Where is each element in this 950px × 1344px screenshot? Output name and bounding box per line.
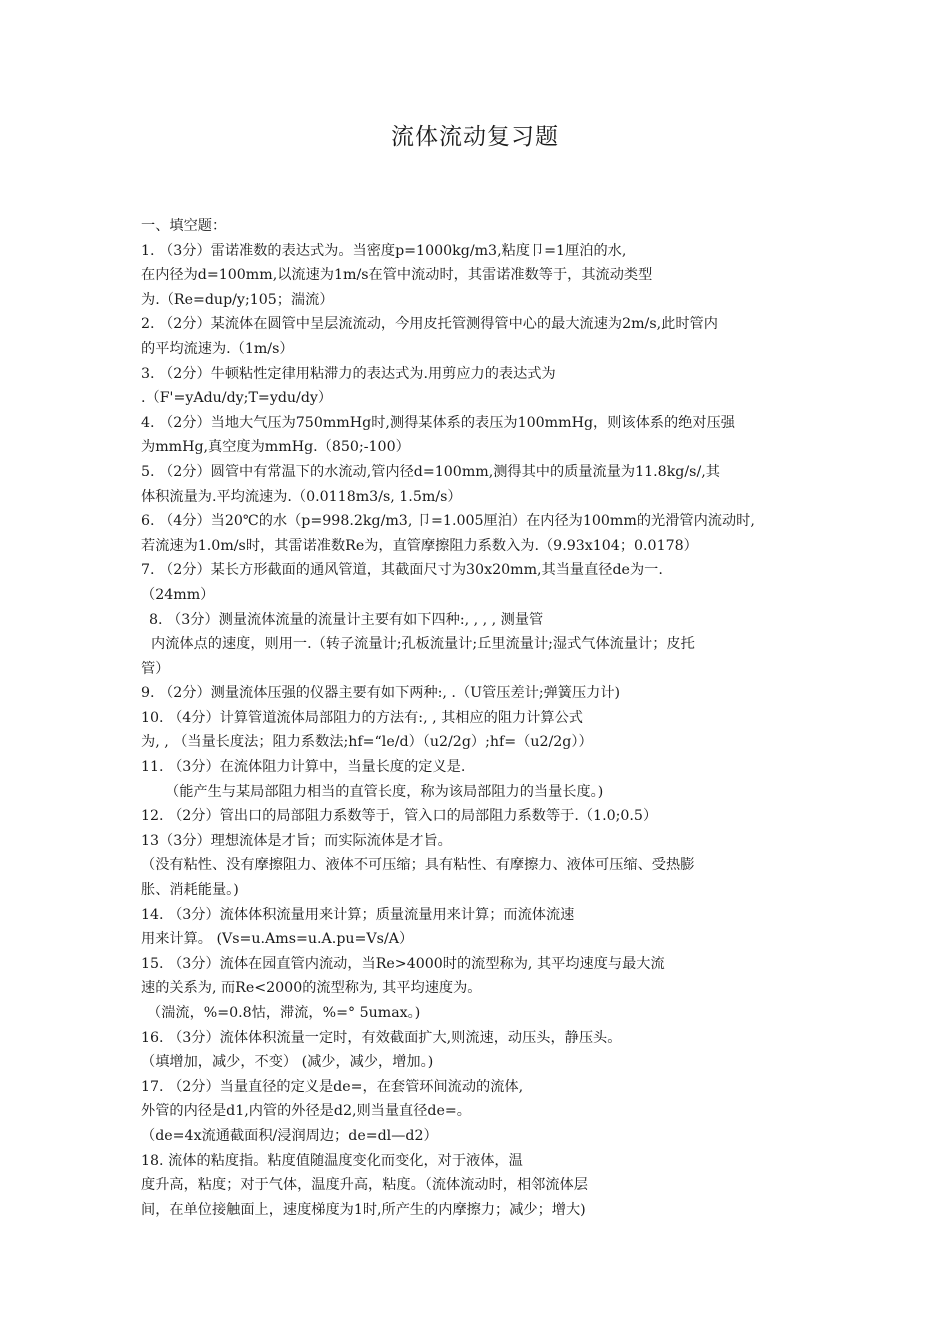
question-4-line-2: 为mmHg,真空度为mmHg.（850;-100）	[141, 439, 410, 456]
document-body	[141, 214, 811, 1222]
question-7-line-2: （24mm）	[141, 586, 215, 603]
question-11-line-2: （能产生与某局部阻力相当的直管长度，称为该局部阻力的当量长度。)	[165, 783, 604, 800]
question-6-line-2: 若流速为1.0m/s时，其雷诺准数Re为，直管摩擦阻力系数入为.（9.93x104；0.0178）	[141, 537, 698, 554]
question-11-line-1: 11. （3分）在流体阻力计算中，当量长度的定义是.	[141, 759, 466, 776]
question-13-line-1: 13（3分）理想流体是才旨；而实际流体是才旨。	[141, 832, 452, 849]
question-17-line-2: 外管的内径是d1,内管的外径是d2,则当量直径de=。	[141, 1103, 471, 1120]
question-8-line-2: 内流体点的速度，则用一.（转子流量计;孔板流量计;丘里流量计;湿式气体流量计；皮托	[151, 636, 695, 653]
question-3-line-2: .（F'=yAdu/dy;T=ydu/dy）	[141, 390, 333, 407]
question-14-line-2: 用来计算。 (Vs=u.Ams=u.A.pu=Vs/A）	[141, 931, 414, 948]
question-2-line-1: 2. （2分）某流体在圆管中呈层流流动，今用皮托管测得管中心的最大流速为2m/s,此时管内	[141, 316, 718, 333]
question-13-line-2: （没有粘性、没有摩擦阻力、液体不可压缩；具有粘性、有摩擦力、液体可压缩、受热膨	[141, 857, 695, 874]
question-18-line-2: 度升高，粘度；对于气体，温度升高，粘度。（流体流动时，相邻流体层	[141, 1177, 588, 1194]
question-18-line-3: 间，在单位接触面上，速度梯度为1时,所产生的内摩擦力；减少；增大)	[141, 1201, 586, 1218]
question-14-line-1: 14. （3分）流体体积流量用来计算；质量流量用来计算；而流体流速	[141, 906, 575, 923]
question-6-line-1: 6. （4分）当20℃的水（p=998.2kg/m3, 卩=1.005厘泊）在内径为100mm的光滑管内流动时,	[141, 513, 755, 530]
question-7-line-1: 7. （2分）某长方形截面的通风管道，其截面尺寸为30x20mm,其当量直径de为一.	[141, 562, 663, 579]
question-8-line-3: 管）	[141, 660, 170, 677]
question-16-line-2: （填增加，减少，不变） (减少，减少，增加。)	[141, 1054, 434, 1071]
question-15-line-1: 15. （3分）流体在园直管内流动，当Re>4000时的流型称为, 其平均速度与最大流	[141, 955, 665, 972]
question-10-line-1: 10. （4分）计算管道流体局部阻力的方法有:, , 其相应的阻力计算公式	[141, 709, 583, 726]
question-5-line-1: 5. （2分）圆管中有常温下的水流动,管内径d=100mm,测得其中的质量流量为11.8kg/s/,其	[141, 463, 720, 480]
question-4-line-1: 4. （2分）当地大气压为750mmHg时,测得某体系的表压为100mmHg，则该体系的绝对压强	[141, 414, 735, 431]
question-3-line-1: 3. （2分）牛顿粘性定律用粘滞力的表达式为.用剪应力的表达式为	[141, 365, 556, 382]
question-13-line-3: 胀、消耗能量。)	[141, 882, 239, 899]
question-5-line-2: 体积流量为.平均流速为.（0.0118m3/s, 1.5m/s）	[141, 488, 462, 505]
question-8-line-1: 8. （3分）测量流体流量的流量计主要有如下四种:, , , , 测量管	[149, 611, 544, 628]
question-1-line-1: 1. （3分）雷诺准数的表达式为。当密度p=1000kg/m3,粘度卩=1厘泊的水,	[141, 242, 627, 259]
question-15-line-2: 速的关系为, 而Re<2000的流型称为, 其平均速度为。	[141, 980, 482, 997]
question-12-line-1: 12. （2分）管出口的局部阻力系数等于，管入口的局部阻力系数等于.（1.0;0.5）	[141, 808, 658, 825]
question-9-line-1: 9. （2分）测量流体压强的仪器主要有如下两种:, .（U管压差计;弹簧压力计)	[141, 685, 621, 702]
question-1-line-3: 为.（Re=dup/y;105；湍流）	[141, 291, 334, 308]
question-2-line-2: 的平均流速为.（1m/s）	[141, 340, 294, 357]
question-15-line-3: （湍流，%=0.8怙，滞流，%=° 5umax。)	[147, 1005, 421, 1021]
section-heading: 一、填空题：	[141, 218, 227, 234]
question-17-line-3: （de=4x流通截面积/浸润周边；de=dl—d2）	[141, 1127, 438, 1144]
question-10-line-2: 为, , （当量长度法；阻力系数法;hf=“le/d）（u2/2g）;hf=（u2/2g））	[141, 734, 593, 751]
question-16-line-1: 16. （3分）流体体积流量一定时，有效截面扩大,则流速，动压头，静压头。	[141, 1029, 622, 1046]
question-1-line-2: 在内径为d=100mm,以流速为1m/s在管中流动时，其雷诺准数等于，其流动类型	[141, 267, 653, 284]
document-title: 流体流动复习题	[391, 124, 559, 150]
question-18-line-1: 18. 流体的粘度指。粘度值随温度变化而变化，对于液体，温	[141, 1152, 523, 1169]
question-17-line-1: 17. （2分）当量直径的定义是de=，在套管环间流动的流体,	[141, 1078, 524, 1095]
